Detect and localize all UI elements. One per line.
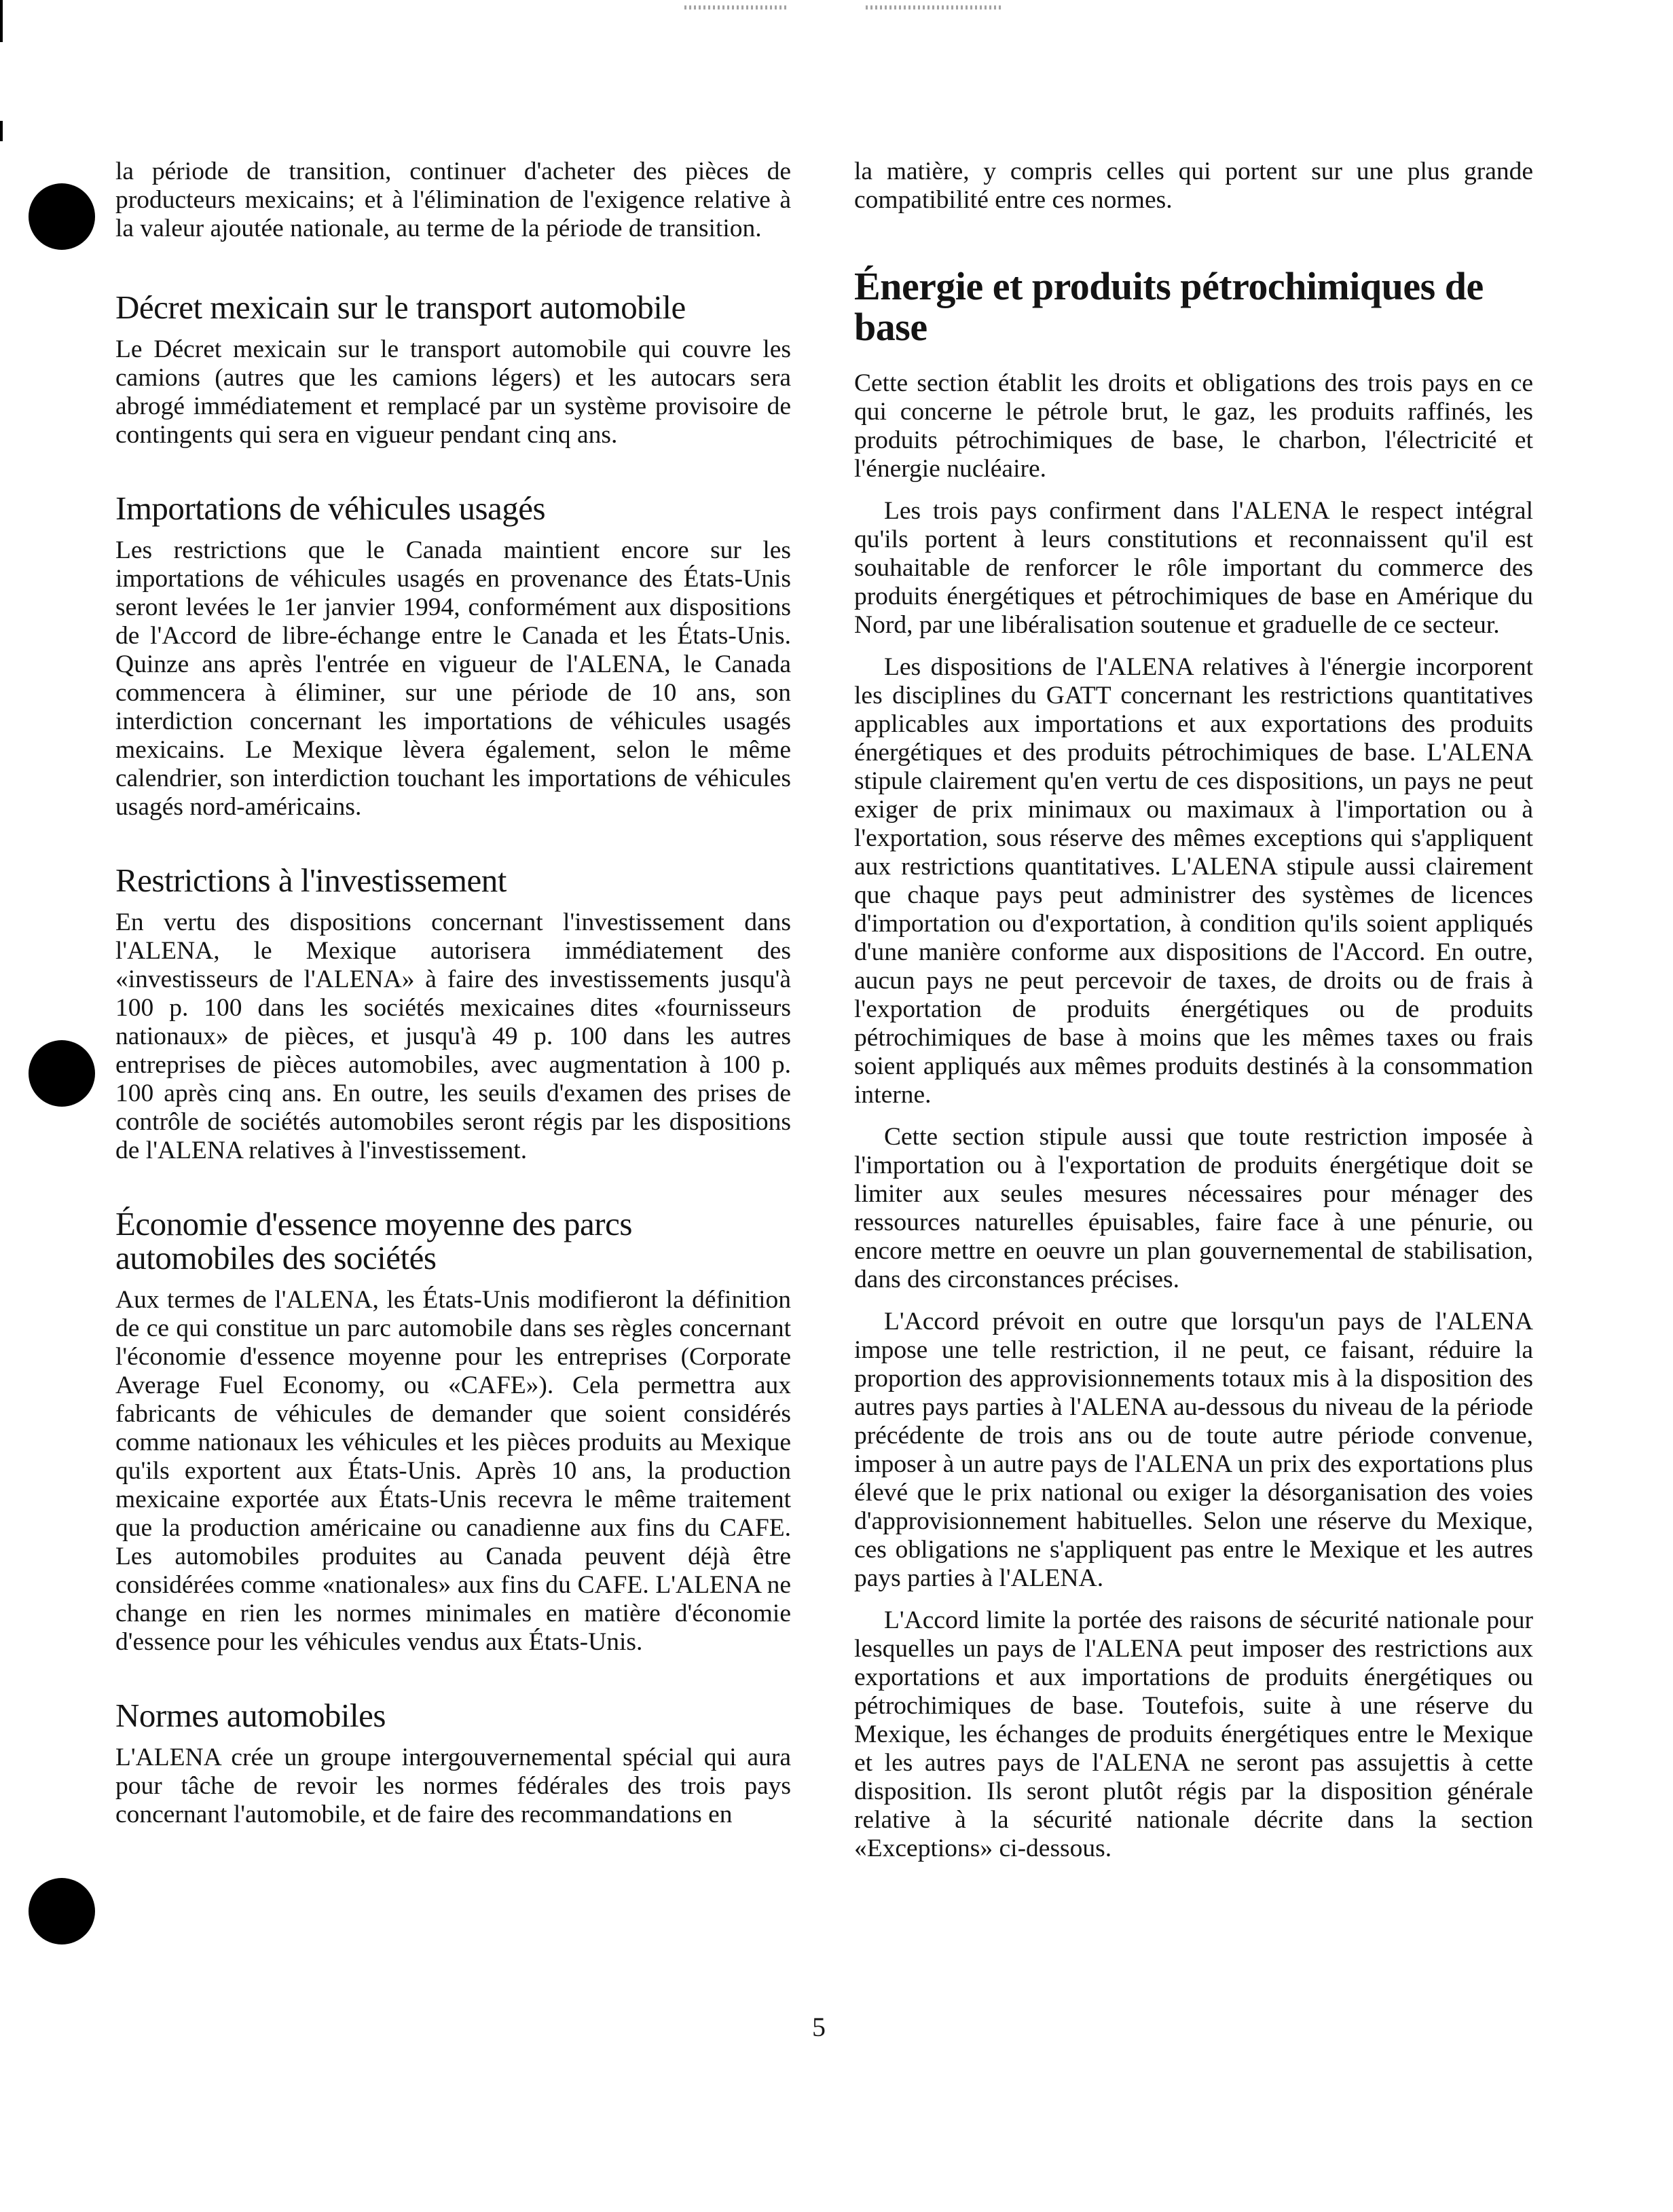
section-heading-importations: Importations de véhicules usagés	[115, 490, 546, 527]
right-column	[854, 158, 1533, 1863]
energie-paragraph-1: Cette section établit les droits et obligations des trois pays en ce qui concerne le pétrole brut, le gaz, les produits raffinés, les produits pétrochimiques de base, le charbon, l'électricité et l'énergie nucléaire.	[854, 369, 1533, 483]
scan-noise	[866, 5, 1001, 10]
punch-hole	[29, 183, 95, 250]
energie-paragraph-2: Les trois pays confirment dans l'ALENA le respect intégral qu'ils portent à leurs constitutions et reconnaissent qu'il est souhaitable de renforcer le rôle important du commerce des produits énergétiques et pétrochimiques de base en Amérique du Nord, par une libéralisation soutenue et graduelle de ce secteur.	[854, 497, 1533, 639]
energie-paragraph-6: L'Accord limite la portée des raisons de sécurité nationale pour lesquelles un pays de l'ALENA peut imposer des restrictions aux exportations et aux importations de produits énergétiques ou pétrochimiques de base. Toutefois, suite à une réserve du Mexique, les échanges de produits énergétiques entre le Mexique et les autres pays de l'ALENA ne seront pas assujettis à cette disposition. Ils seront plutôt régis par la disposition générale relative à la sécurité nationale décrite dans la section «Exceptions» ci-dessous.	[854, 1606, 1533, 1862]
energie-paragraph-4: Cette section stipule aussi que toute restriction imposée à l'importation ou à l'exportation de produits énergétique doit se limiter aux seules mesures nécessaires pour ménager des ressources naturelles épuisables, faire face à une pénurie, ou encore mettre en oeuvre un plan gouvernemental de stabilisation, dans des circonstances précises.	[854, 1123, 1533, 1293]
section-paragraph-economie: Aux termes de l'ALENA, les États-Unis modifieront la définition de ce qui constitue un parc automobile dans ses règles concernant l'économie d'essence moyenne pour les entreprises (Corporate Average Fuel Economy, ou «CAFE»). Cela permettra aux fabricants de véhicules de demander que soient considérés comme nationaux les véhicules et les pièces produits au Mexique qu'ils exportent aux États-Unis. Après 10 ans, la production mexicaine exportée aux États-Unis recevra le même traitement que la production américaine ou canadienne aux fins du CAFE. Les automobiles produites au Canada peuvent déjà être considérées comme «nationales» aux fins du CAFE. L'ALENA ne change en rien les normes minimales en matière d'économie d'essence pour les véhicules vendus aux États-Unis.	[115, 1286, 791, 1656]
scan-edge-mark	[0, 0, 3, 42]
section-heading-investissement: Restrictions à l'investissement	[115, 862, 507, 899]
energie-paragraph-5: L'Accord prévoit en outre que lorsqu'un pays de l'ALENA impose une telle restriction, il ne peut, ce faisant, réduire la proportion des approvisionnements totaux mis à la disposition des autres pays parties à l'ALENA au-dessous du niveau de la période précédente de trois ans ou de toute autre période convenue, imposer à un autre pays de l'ALENA un prix des exportations plus élevé que le prix national ou exiger la désorganisation des voies d'approvisionnement habituelles. Selon une réserve du Mexique, ces obligations ne s'appliquent pas entre le Mexique et les autres pays parties à l'ALENA.	[854, 1308, 1533, 1592]
punch-hole	[29, 1878, 95, 1944]
section-heading-decret: Décret mexicain sur le transport automobile	[115, 289, 686, 326]
section-paragraph-importations: Les restrictions que le Canada maintient encore sur les importations de véhicules usagés en provenance des États-Unis seront levées le 1er janvier 1994, conformément aux dispositions de l'Accord de libre-échange entre le Canada et les États-Unis. Quinze ans après l'entrée en vigueur de l'ALENA, le Canada commencera à éliminer, sur une période de 10 ans, son interdiction concernant les importations de véhicules usagés mexicains. Le Mexique lèvera également, selon le même calendrier, son interdiction touchant les importations de véhicules usagés nord-américains.	[115, 536, 791, 821]
punch-hole	[29, 1040, 95, 1107]
scan-edge-mark	[0, 121, 3, 141]
section-heading-economie: Économie d'essence moyenne des parcs automobiles des sociétés	[115, 1205, 632, 1276]
left-intro-paragraph: la période de transition, continuer d'acheter des pièces de producteurs mexicains; et à l'élimination de l'exigence relative à la valeur ajoutée nationale, au terme de la période de transition.	[115, 158, 791, 242]
scan-noise	[684, 5, 786, 10]
section-paragraph-decret: Le Décret mexicain sur le transport automobile qui couvre les camions (autres que les camions légers) et les autocars sera abrogé immédiatement et remplacé par un système provisoire de contingents qui sera en vigueur pendant cinq ans.	[115, 335, 791, 449]
section-paragraph-normes: L'ALENA crée un groupe intergouvernemental spécial qui aura pour tâche de revoir les normes fédérales des trois pays concernant l'automobile, et de faire des recommandations en	[115, 1744, 791, 1828]
energie-paragraph-3: Les dispositions de l'ALENA relatives à l'énergie incorporent les disciplines du GATT concernant les restrictions quantitatives applicables aux importations et aux exportations des produits énergétiques et des produits pétrochimiques de base. L'ALENA stipule clairement qu'en vertu de ces dispositions, un pays ne peut exiger de prix minimaux ou maximaux à l'importation ou à l'exportation, sous réserve des mêmes exceptions qui s'appliquent aux restrictions quantitatives. L'ALENA stipule aussi clairement que chaque pays peut administrer des systèmes de licences d'importation ou d'exportation, à condition qu'ils soient appliqués d'une manière conforme aux dispositions de l'Accord. En outre, aucun pays ne peut percevoir de taxes, de droits ou de frais à l'exportation de produits énergétiques ou de produits pétrochimiques de base à moins que les mêmes taxes ou frais soient appliqués aux mêmes produits destinés à la consommation interne.	[854, 653, 1533, 1109]
section-heading-energie: Énergie et produits pétrochimiques de base	[854, 264, 1484, 349]
section-heading-normes: Normes automobiles	[115, 1697, 386, 1734]
page-number: 5	[812, 2012, 826, 2042]
section-paragraph-investissement: En vertu des dispositions concernant l'investissement dans l'ALENA, le Mexique autorisera immédiatement des «investisseurs de l'ALENA» à faire des investissements jusqu'à 100 p. 100 dans les sociétés mexicaines dites «fournisseurs nationaux» de pièces, et jusqu'à 49 p. 100 dans les autres entreprises de pièces automobiles, avec augmentation à 100 p. 100 après cinq ans. En outre, les seuils d'examen des prises de contrôle de sociétés automobiles seront régis par les dispositions de l'ALENA relatives à l'investissement.	[115, 908, 791, 1164]
right-intro-paragraph: la matière, y compris celles qui portent sur une plus grande compatibilité entre ces normes.	[854, 158, 1533, 214]
left-column	[115, 158, 791, 1829]
